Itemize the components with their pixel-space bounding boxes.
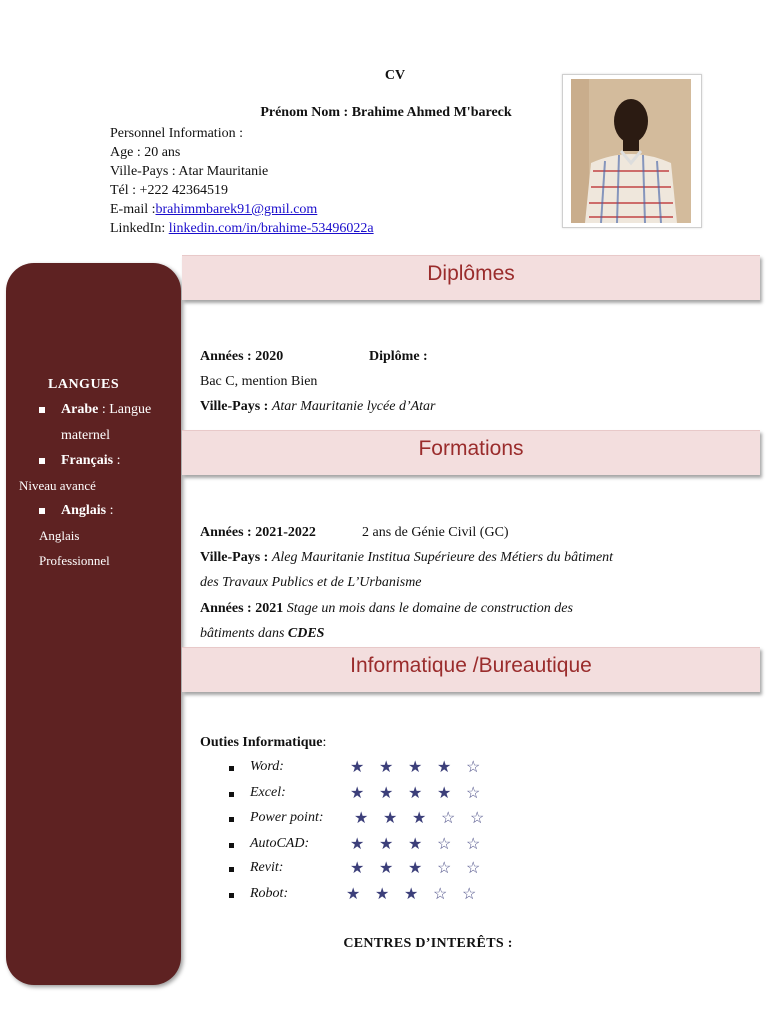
formation-stage xyxy=(200,601,573,617)
annees-label: Années : 2021-2022 xyxy=(200,525,316,540)
stage-value: Stage un mois dans le domaine de construction des xyxy=(283,601,573,616)
language-level: : xyxy=(113,453,121,468)
bullet-icon xyxy=(39,458,45,464)
person-illustration xyxy=(571,79,691,223)
formation-annees-1 xyxy=(200,525,316,541)
star-empty-icon: ☆ xyxy=(441,810,456,827)
formation-stage-cont xyxy=(200,626,324,642)
centres-interets-title: CENTRES D’INTERÊTS : xyxy=(343,936,513,951)
diplome-ville xyxy=(200,399,436,415)
bullet-square-icon xyxy=(229,817,234,822)
ville-value: Atar Mauritanie lycée d’Atar xyxy=(271,399,436,414)
bullet-icon xyxy=(39,508,45,514)
star-filled-icon: ★ xyxy=(379,759,394,776)
location: Ville-Pays : Atar Mauritanie xyxy=(110,164,269,179)
name-value: Brahime Ahmed M'bareck xyxy=(351,105,512,120)
language-level: : xyxy=(106,503,114,518)
diplome-value: Bac C, mention Bien xyxy=(200,374,318,389)
name-label: Prénom Nom : xyxy=(260,105,352,120)
stage-value-cont: bâtiments dans xyxy=(200,626,288,641)
star-empty-icon: ☆ xyxy=(466,759,481,776)
section-title: Formations xyxy=(418,437,524,460)
ville-label: Ville-Pays : xyxy=(200,550,272,565)
section-diplomes xyxy=(182,255,760,300)
star-empty-icon: ☆ xyxy=(433,886,448,903)
star-filled-icon: ★ xyxy=(379,785,394,802)
star-filled-icon: ★ xyxy=(350,836,365,853)
outils-heading xyxy=(200,735,326,751)
star-filled-icon: ★ xyxy=(383,810,398,827)
outils-label: Outies Informatique xyxy=(200,735,323,750)
language-name: Anglais xyxy=(61,503,107,518)
language-name: Français xyxy=(61,453,114,468)
star-filled-icon: ★ xyxy=(379,836,394,853)
star-filled-icon: ★ xyxy=(408,860,423,877)
bullet-square-icon xyxy=(229,766,234,771)
formation-ville xyxy=(200,550,613,566)
bullet-square-icon xyxy=(229,843,234,848)
star-empty-icon: ☆ xyxy=(470,810,485,827)
bullet-icon xyxy=(39,407,45,413)
star-filled-icon: ★ xyxy=(404,886,419,903)
star-filled-icon: ★ xyxy=(350,759,365,776)
diplome-label-text: Diplôme : xyxy=(369,349,428,364)
star-filled-icon: ★ xyxy=(346,886,361,903)
personal-info-heading: Personnel Information : xyxy=(110,126,243,141)
profile-photo xyxy=(571,79,691,223)
bullet-square-icon xyxy=(229,867,234,872)
linkedin-row xyxy=(110,219,374,238)
section-formations xyxy=(182,430,760,475)
star-empty-icon: ☆ xyxy=(462,886,477,903)
star-empty-icon: ☆ xyxy=(466,785,481,802)
star-empty-icon: ☆ xyxy=(466,836,481,853)
linkedin-link[interactable]: linkedin.com/in/brahime-53496022a xyxy=(168,221,374,236)
skill-name: Excel: xyxy=(250,785,286,800)
skill-name: Robot: xyxy=(250,886,289,901)
email-link[interactable]: brahimmbarek91@gmil.com xyxy=(155,202,318,217)
formation-ville-cont xyxy=(200,575,422,591)
age: Age : 20 ans xyxy=(110,145,181,160)
language-level-cont: Anglais xyxy=(39,528,80,543)
star-filled-icon: ★ xyxy=(354,810,369,827)
star-filled-icon: ★ xyxy=(412,810,427,827)
star-filled-icon: ★ xyxy=(437,785,452,802)
star-filled-icon: ★ xyxy=(408,836,423,853)
ville-value-cont: des Travaux Publics et de L’Urbanisme xyxy=(200,575,422,590)
language-level-cont: Professionnel xyxy=(39,553,110,568)
language-name: Arabe xyxy=(61,402,99,417)
ville-label: Ville-Pays : xyxy=(200,399,272,414)
annees-label: Années : 2020 xyxy=(200,349,284,364)
cv-title: CV xyxy=(384,68,406,83)
star-filled-icon: ★ xyxy=(437,759,452,776)
skill-name: Power point: xyxy=(250,810,324,825)
language-level-cont: maternel xyxy=(61,428,110,443)
skill-name: AutoCAD: xyxy=(250,836,310,851)
bullet-square-icon xyxy=(229,792,234,797)
star-filled-icon: ★ xyxy=(379,860,394,877)
bullet-square-icon xyxy=(229,893,234,898)
annees-label: Années : 2021 xyxy=(200,601,284,616)
profile-photo-frame xyxy=(562,74,702,228)
language-arabe xyxy=(61,402,151,418)
phone: Tél : +222 42364519 xyxy=(110,183,228,198)
diplome-label xyxy=(369,349,428,365)
language-level-cont: Niveau avancé xyxy=(19,478,96,493)
star-filled-icon: ★ xyxy=(408,759,423,776)
email-label: E-mail : xyxy=(110,202,156,217)
langues-title: LANGUES xyxy=(48,377,120,392)
star-filled-icon: ★ xyxy=(375,886,390,903)
diplome-annees xyxy=(200,349,283,365)
section-informatique xyxy=(182,647,760,692)
skill-name: Word: xyxy=(250,759,284,774)
star-filled-icon: ★ xyxy=(350,785,365,802)
star-filled-icon: ★ xyxy=(408,785,423,802)
ville-value: Aleg Mauritanie Institua Supérieure des Métiers du bâtiment xyxy=(271,550,614,565)
star-filled-icon: ★ xyxy=(350,860,365,877)
star-empty-icon: ☆ xyxy=(437,836,452,853)
linkedin-label: LinkedIn: xyxy=(110,221,169,236)
skill-name: Revit: xyxy=(250,860,284,875)
section-title: Diplômes xyxy=(427,262,515,285)
stage-company: CDES xyxy=(287,626,325,641)
star-empty-icon: ☆ xyxy=(466,860,481,877)
formation-value-1: 2 ans de Génie Civil (GC) xyxy=(362,525,509,540)
language-level: : Langue xyxy=(98,402,152,417)
outils-colon: : xyxy=(322,735,327,750)
language-anglais xyxy=(61,503,114,519)
section-title: Informatique /Bureautique xyxy=(350,654,592,677)
sidebar-panel xyxy=(6,263,181,985)
language-francais xyxy=(61,453,121,469)
star-empty-icon: ☆ xyxy=(437,860,452,877)
email-row xyxy=(110,200,317,219)
